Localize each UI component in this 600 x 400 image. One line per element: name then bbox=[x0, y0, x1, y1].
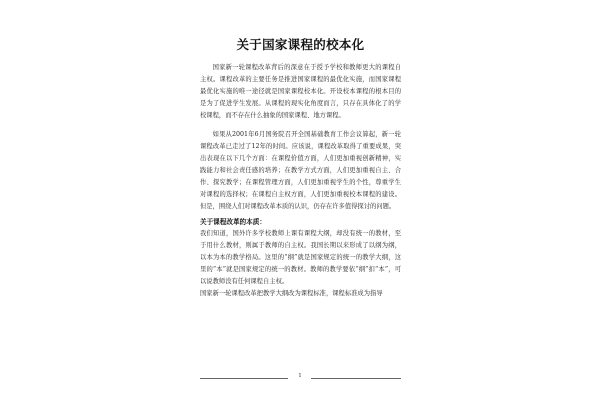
footer-divider-right bbox=[311, 378, 401, 379]
history-paragraph: 如果从2001年6月国务院召开全国基础教育工作会议算起，新一轮课程改革已走过了12年的时间。应该说，课程改革取得了重要成果，突出表现在以下几个方面：在课程价值方面，人们更加重视创新精神，实践能力和社会责任感的培养；在教学方式方面，人们更加重视自主、合作、探究教学；在课程管理方面，人们更加重视学生的个性，尊重学生对课程的选择权；在课程自主权方面，人们更加重视校本课程的建设。但是，围绕人们对课程改革本质的认识，仍存在许多值得探讨的问题。 bbox=[200, 131, 401, 210]
document-title: 关于国家课程的校本化 bbox=[236, 37, 365, 52]
document-body bbox=[200, 30, 401, 300]
intro-paragraph: 国家新一轮课程改革背后的深意在于授予学校和教师更大的课程自主权。课程改革的主要任务是推进国家课程的最优化实施，而国家课程最优化实施的唯一途径就是国家课程校本化。开设校本课程的根本目的是为了促进学生发展。从课程的现实化角度而言，只存在具体化了的学校课程，而不存在什么抽象的国家课程、地方课程。 bbox=[200, 64, 401, 119]
page-number: 1 bbox=[298, 373, 302, 379]
footer-divider-left bbox=[200, 378, 288, 379]
section-paragraph: 我们知道，国外许多学校教师上课有课程大纲，却没有统一的教材，至于用什么教材，则属于教师的自主权。我国长期以来形成了以纲为纲，以本为本的教学格局。这里的“纲”就是国家规定的统一的教学大纲，这里的“本”就是国家规定的统一的教材。教师的教学要依“纲”扣“本”，可以说教师没有任何课程自主权。 bbox=[200, 230, 401, 285]
section-paragraph-continued: 国家新一轮课程改革把教学大纲改为课程标准，课程标准成为指导 bbox=[200, 290, 383, 297]
section-heading: 关于课程改革的本质： bbox=[200, 218, 266, 226]
